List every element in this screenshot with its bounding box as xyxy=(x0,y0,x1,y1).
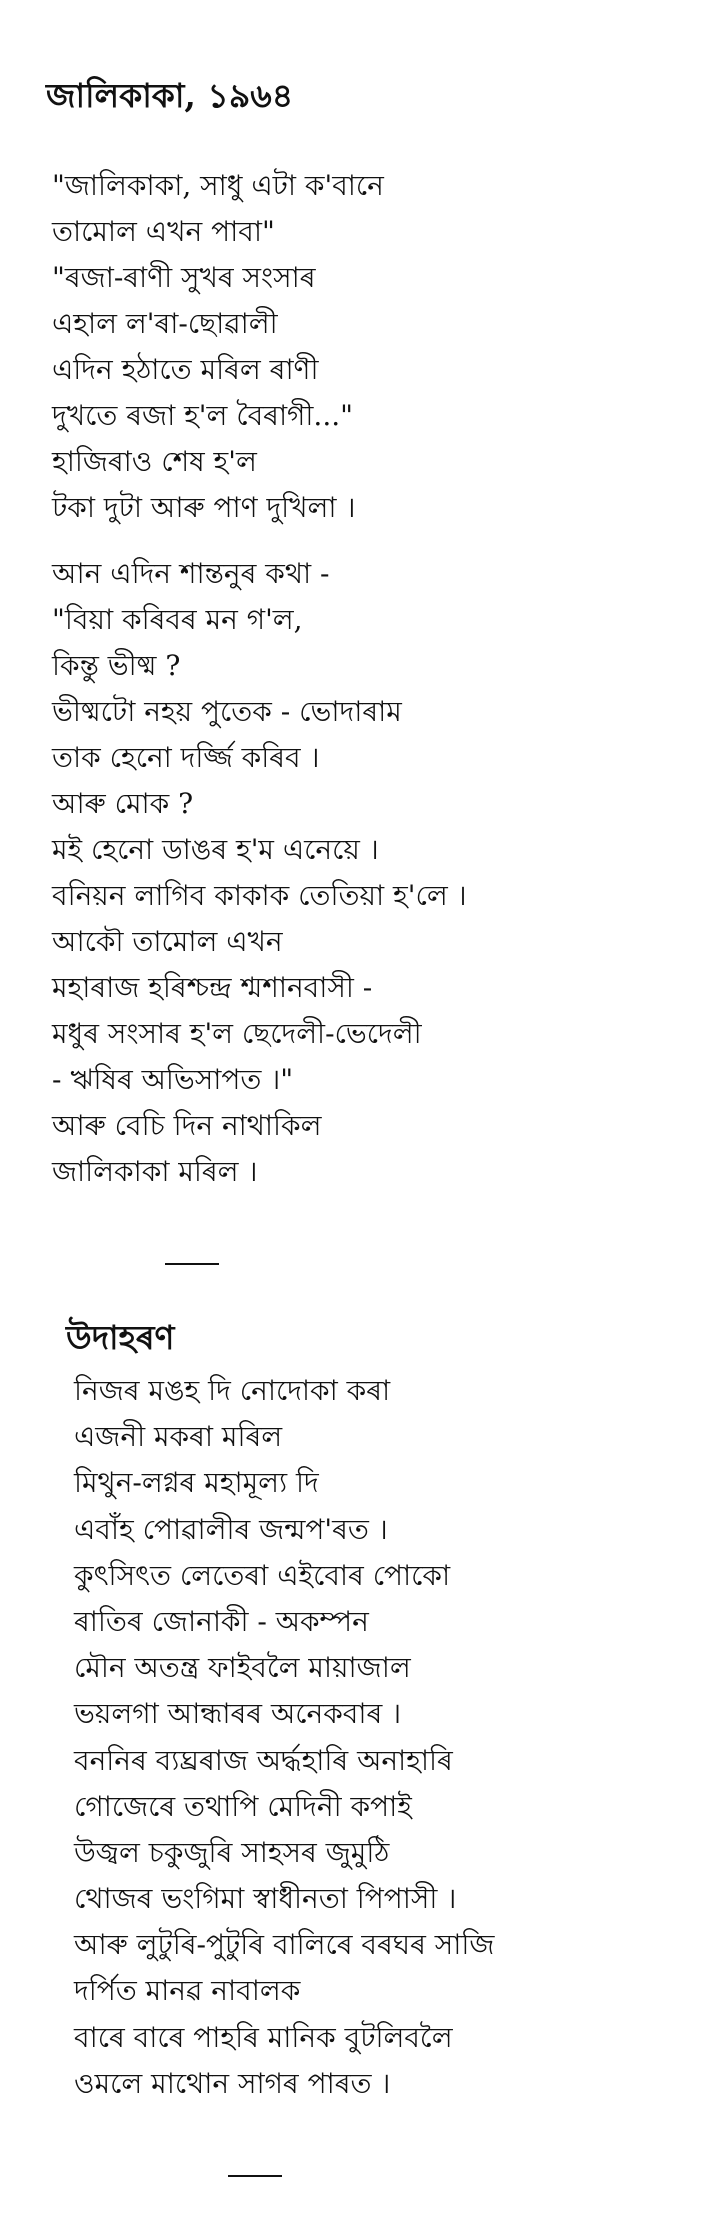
verse-line: এবাঁহ পোৱালীৰ জন্মপ'ৰত । xyxy=(74,1512,388,1546)
verse-line: "ৰজা-ৰাণী সুখৰ সংসাৰ xyxy=(52,261,316,294)
poem-jalikaka-stanza-1 xyxy=(52,163,384,531)
verse-line: দুখতে ৰজা হ'ল বৈৰাগী..." xyxy=(52,399,353,432)
verse-line: গোজেৰে তথাপি মেদিনী কপাই xyxy=(74,1789,412,1823)
verse-line: আকৌ তামোল এখন xyxy=(52,925,283,958)
verse-line: ভয়লগা আন্ধাৰৰ অনেকবাৰ । xyxy=(74,1697,402,1731)
verse-line: মিথুন-লগ্নৰ মহামূল্য দি xyxy=(74,1466,319,1500)
end-divider xyxy=(228,2175,282,2177)
verse-line: মহাৰাজ হৰিশ্চন্দ্ৰ শ্মশানবাসী - xyxy=(52,971,373,1004)
poem-title-udaharan: উদাহৰণ xyxy=(66,1318,175,1357)
verse-line: কুৎসিৎত লেতেৰা এইবোৰ পোকো xyxy=(74,1558,451,1592)
verse-line: এহাল ল'ৰা-ছোৱালী xyxy=(52,307,278,340)
verse-line: বনিয়ন লাগিব কাকাক তেতিয়া হ'লে । xyxy=(52,879,467,912)
verse-line: বাৰে বাৰে পাহৰি মানিক বুটলিবলৈ xyxy=(74,2020,453,2054)
poem-jalikaka-stanza-2 xyxy=(52,551,467,1195)
verse-line: নিজৰ মঙহ দি নোদোকা কৰা xyxy=(74,1374,391,1407)
verse-line: ওমলে মাথোন সাগৰ পাৰত । xyxy=(74,2066,391,2100)
verse-line: মধুৰ সংসাৰ হ'ল ছেদেলী-ভেদেলী xyxy=(52,1017,422,1050)
verse-line: দৰ্পিত মানৱ নাবালক xyxy=(74,1974,301,2008)
verse-line: আন এদিন শান্তনুৰ কথা - xyxy=(52,557,330,590)
verse-line: "বিয়া কৰিবৰ মন গ'ল, xyxy=(52,603,303,636)
verse-line: মই হেনো ডাঙৰ হ'ম এনেয়ে । xyxy=(52,833,379,866)
verse-line: আৰু লুটুৰি-পুটুৰি বালিৰে বৰঘৰ সাজি xyxy=(74,1928,495,1962)
verse-line: "জালিকাকা, সাধু এটা ক'বানে xyxy=(52,169,384,202)
verse-line: - ঋষিৰ অভিসাপত ।" xyxy=(52,1063,294,1096)
verse-line: থোজৰ ভংগিমা স্বাধীনতা পিপাসী । xyxy=(74,1882,457,1916)
verse-line: জালিকাকা মৰিল । xyxy=(52,1155,258,1188)
verse-line: আৰু বেচি দিন নাথাকিল xyxy=(52,1109,322,1142)
verse-line: ভীষ্মটো নহয় পুতেক - ভোদাৰাম xyxy=(52,695,402,728)
verse-line: কিন্তু ভীষ্ম ? xyxy=(52,649,181,682)
verse-line: তাক হেনো দৰ্জ্জি কৰিব । xyxy=(52,741,320,774)
verse-line: বননিৰ ব্যঘ্ৰৰাজ অৰ্দ্ধহাৰি অনাহাৰি xyxy=(74,1743,453,1777)
poem-title-jalikaka: জালিকাকা, ১৯৬৪ xyxy=(46,76,294,115)
verse-line: এদিন হঠাতে মৰিল ৰাণী xyxy=(52,353,319,386)
verse-line: টকা দুটা আৰু পাণ দুখিলা । xyxy=(52,491,356,524)
verse-line: ৰাতিৰ জোনাকী - অকম্পন xyxy=(74,1604,369,1638)
verse-line: মৌন অতন্ত্ৰ ফাইবলৈ মায়াজাল xyxy=(74,1651,411,1685)
verse-line: উজ্বল চকুজুৰি সাহসৰ জুমুঠি xyxy=(74,1835,390,1869)
verse-line: হাজিৰাও শেষ হ'ল xyxy=(52,445,257,478)
section-divider xyxy=(165,1263,219,1265)
verse-line: তামোল এখন পাবা" xyxy=(52,215,275,248)
verse-line: আৰু মোক ? xyxy=(52,787,194,820)
poem-udaharan-stanza-1 xyxy=(74,1368,494,2107)
verse-line: এজনী মকৰা মৰিল xyxy=(74,1420,283,1454)
